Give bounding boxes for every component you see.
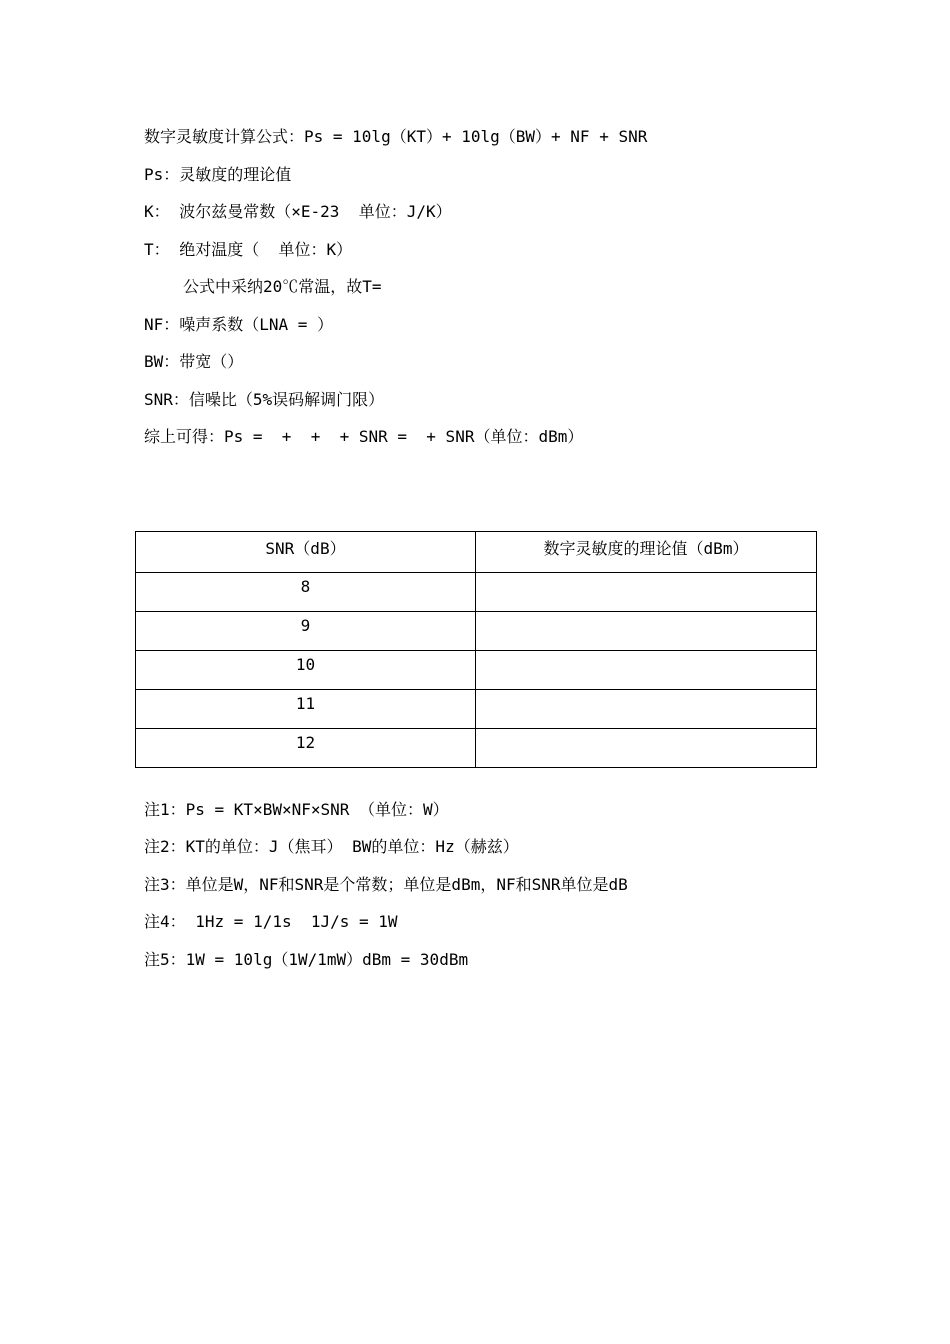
note-1: 注1：Ps = KT×BW×NF×SNR （单位：W）: [144, 800, 449, 819]
snr-definition: SNR：信噪比（5%误码解调门限）: [144, 390, 385, 409]
table-header-row: [136, 532, 817, 573]
table-row: [136, 651, 817, 690]
nf-definition: NF：噪声系数（LNA = ）: [144, 315, 334, 334]
header-snr: SNR（dB）: [136, 532, 476, 573]
snr-cell: 10: [136, 651, 476, 690]
note-5: 注5：1W = 10lg（1W/1mW）dBm = 30dBm: [144, 950, 469, 969]
snr-cell: 9: [136, 612, 476, 651]
sensitivity-cell[interactable]: [476, 690, 817, 729]
bw-definition: BW：带宽（）: [144, 352, 244, 371]
ps-definition: Ps：灵敏度的理论值: [144, 165, 292, 184]
summary-formula: 综上可得：Ps = + + + SNR = + SNR（单位：dBm）: [144, 427, 584, 446]
table-row: [136, 612, 817, 651]
note-2: 注2：KT的单位：J（焦耳） BW的单位：Hz（赫兹）: [144, 837, 519, 856]
snr-cell: 11: [136, 690, 476, 729]
sensitivity-cell[interactable]: [476, 729, 817, 768]
table-row: [136, 690, 817, 729]
sensitivity-cell[interactable]: [476, 573, 817, 612]
table-row: [136, 729, 817, 768]
snr-cell: 12: [136, 729, 476, 768]
snr-cell: 8: [136, 573, 476, 612]
t-definition: T： 绝对温度（ 单位：K）: [144, 240, 353, 259]
k-definition: K： 波尔兹曼常数（×E-23 单位：J/K）: [144, 202, 452, 221]
sensitivity-cell[interactable]: [476, 612, 817, 651]
formula-title: 数字灵敏度计算公式：Ps = 10lg（KT）+ 10lg（BW）+ NF + SNR: [144, 127, 648, 146]
note-3: 注3：单位是W，NF和SNR是个常数；单位是dBm，NF和SNR单位是dB: [144, 875, 628, 894]
header-sensitivity: 数字灵敏度的理论值（dBm）: [476, 532, 817, 573]
t-note: 公式中采纳20℃常温，故T=: [183, 277, 382, 296]
sensitivity-cell[interactable]: [476, 651, 817, 690]
table-row: [136, 573, 817, 612]
note-4: 注4： 1Hz = 1/1s 1J/s = 1W: [144, 912, 398, 931]
sensitivity-table: [135, 531, 817, 768]
